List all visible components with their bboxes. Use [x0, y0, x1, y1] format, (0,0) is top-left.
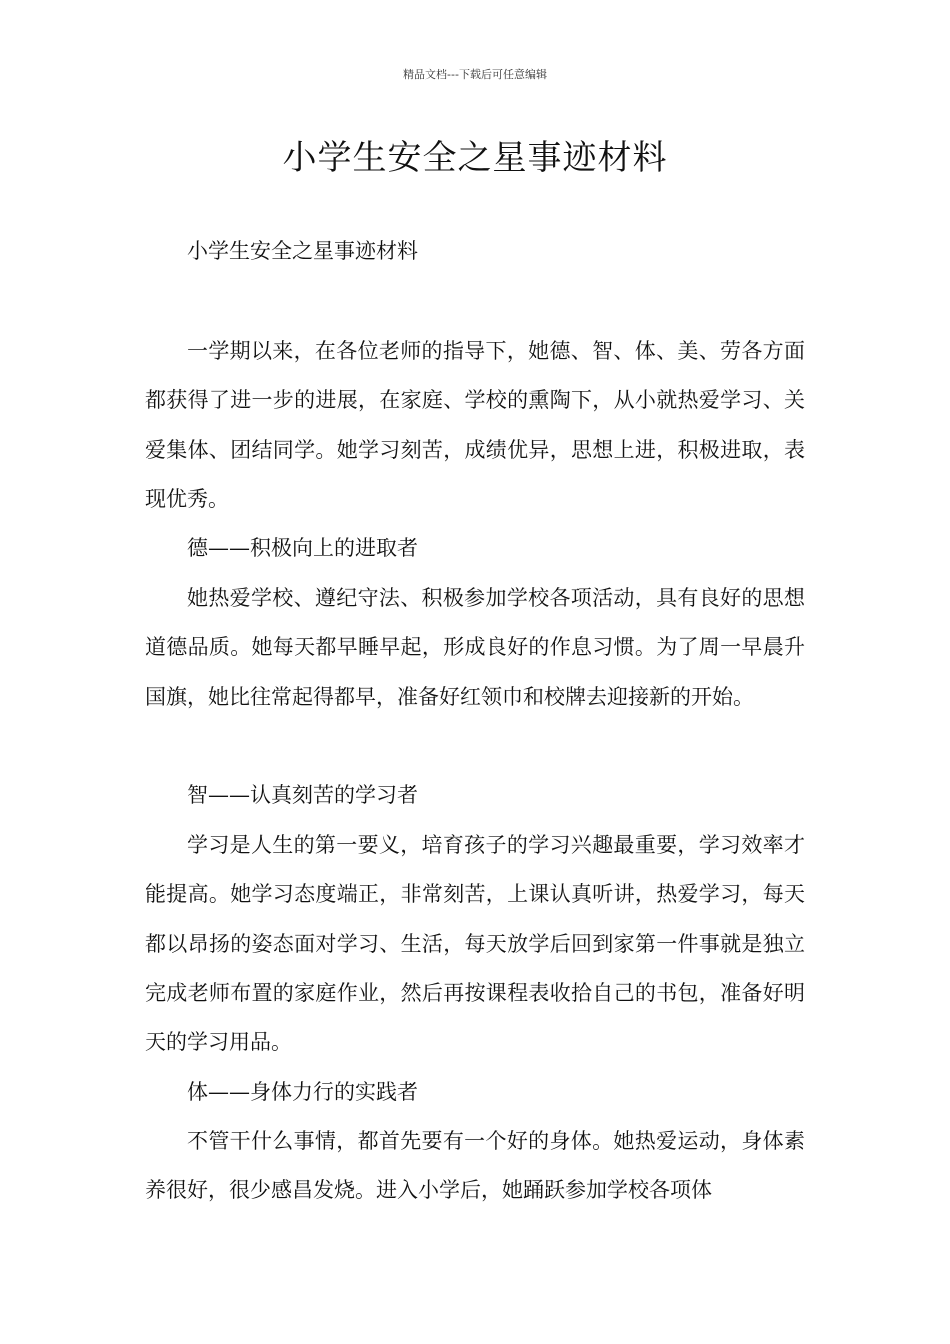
section-paragraph-zhi: 学习是人生的第一要义，培育孩子的学习兴趣最重要，学习效率才能提高。她学习态度端正，非常刻苦，上课认真听讲，热爱学习，每天都以昂扬的姿态面对学习、生活，每天放学后回到家第一件事就是独立完成老师布置的家庭作业，然后再按课程表收拾自己的书包，准备好明天的学习用品。 [145, 833, 805, 1055]
document-subtitle: 小学生安全之星事迹材料 [187, 239, 418, 263]
section-heading-de: 德——积极向上的进取者 [187, 536, 418, 560]
section-paragraph-ti: 不管干什么事情，都首先要有一个好的身体。她热爱运动，身体素养很好，很少感昌发烧。进入小学后，她踊跃参加学校各项体 [145, 1129, 805, 1203]
section-heading-ti: 体——身体力行的实践者 [187, 1080, 418, 1104]
intro-paragraph: 一学期以来，在各位老师的指导下，她德、智、体、美、劳各方面都获得了进一步的进展，在家庭、学校的熏陶下，从小就热爱学习、关爱集体、团结同学。她学习刻苦，成绩优异，思想上进，积极进取，表现优秀。 [145, 339, 805, 511]
section-heading-zhi: 智——认真刻苦的学习者 [187, 783, 418, 807]
page-header-note: 精品文档---下载后可任意编辑 [403, 68, 547, 81]
document-title: 小学生安全之星事迹材料 [282, 138, 668, 178]
section-paragraph-de: 她热爱学校、遵纪守法、积极参加学校各项活动，具有良好的思想道德品质。她每天都早睡早起，形成良好的作息习惯。为了周一早晨升国旗，她比往常起得都早，准备好红领巾和校牌去迎接新的开始。 [145, 586, 805, 709]
